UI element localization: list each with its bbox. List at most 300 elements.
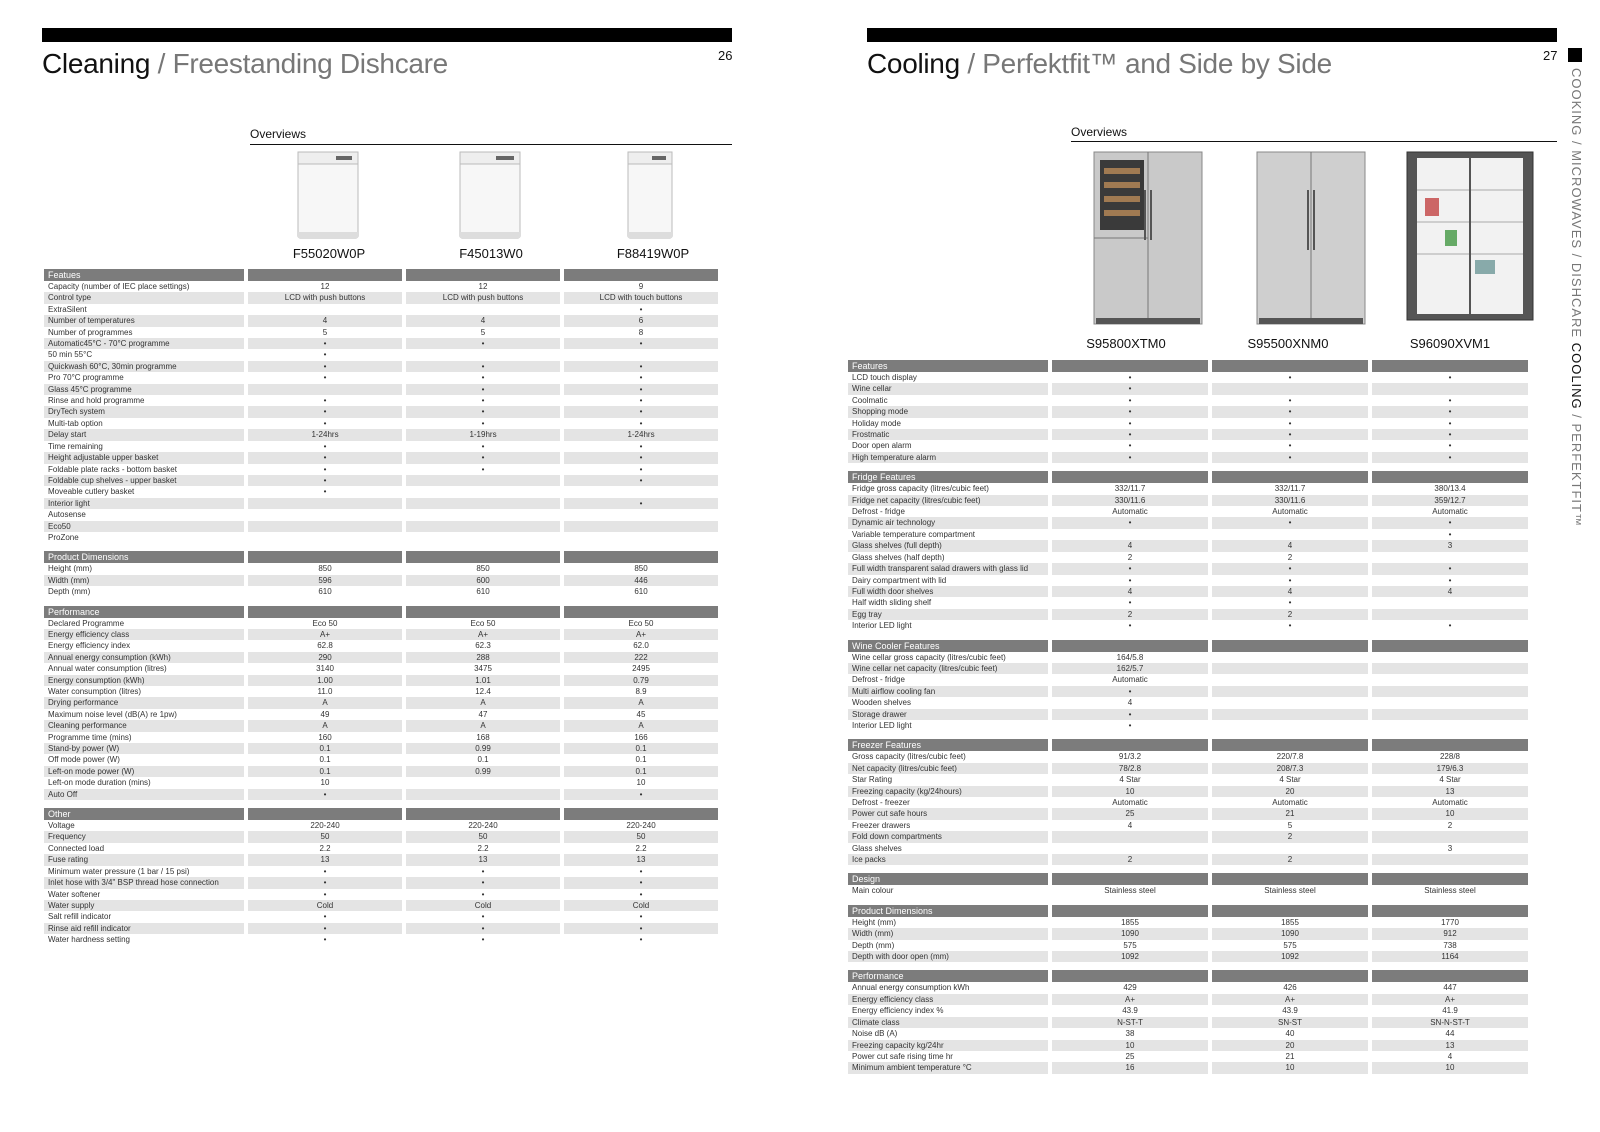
spec-value: 738 [1443, 940, 1457, 950]
spec-value: • [406, 384, 560, 395]
spec-value: 447 [1443, 983, 1457, 993]
spec-row [848, 372, 1528, 383]
spec-value [1372, 697, 1528, 708]
section-header-cell [1212, 739, 1368, 751]
spec-value: 10 [636, 778, 646, 788]
spec-value: • [248, 877, 402, 888]
spec-value: 10 [1052, 1040, 1208, 1051]
section-title: Product Dimensions [44, 551, 244, 563]
spec-value: A+ [248, 629, 402, 640]
spec-value: 13 [406, 854, 560, 865]
spec-value: A+ [1052, 994, 1208, 1005]
spec-value: 41.9 [1442, 1006, 1458, 1016]
spec-value: • [1372, 563, 1528, 574]
spec-value [248, 304, 402, 315]
spec-label: Automatic45°C - 70°C programme [44, 338, 244, 349]
spec-value: 4 [406, 315, 560, 326]
spec-label: Glass shelves (full depth) [848, 540, 1048, 551]
spec-label: Salt refill indicator [48, 912, 112, 922]
spec-label: Left-on mode duration (mins) [48, 778, 151, 788]
section-header-cell [1372, 360, 1528, 372]
spec-label: Autosense [48, 510, 86, 520]
spec-row [44, 777, 718, 788]
spec-value: 20 [1212, 786, 1368, 797]
spec-label: Voltage [48, 821, 75, 831]
spec-row [44, 315, 718, 326]
spec-value: 610 [634, 587, 648, 597]
gap-cell [848, 897, 1528, 905]
spec-label: Annual energy consumption (kWh) [44, 652, 244, 663]
section-header-cell [248, 551, 402, 563]
section-header-cell [1212, 360, 1368, 372]
spec-row [44, 521, 718, 532]
fridge-s95500xnm0-image [1255, 150, 1367, 330]
spec-value: 179/6.3 [1372, 763, 1528, 774]
spec-label: Defrost - freezer [852, 798, 910, 807]
spec-value: • [248, 361, 402, 372]
spec-row [848, 586, 1528, 597]
spec-value: 21 [1212, 808, 1368, 819]
spec-row [44, 754, 718, 765]
spec-row [44, 498, 718, 509]
spec-value: 62.8 [317, 641, 333, 651]
spec-value: • [1212, 429, 1368, 440]
spec-row [44, 789, 718, 800]
spec-label: Maximum noise level (dB(A) re 1pw) [48, 709, 177, 719]
spec-row [848, 1062, 1528, 1073]
spec-label: Holiday mode [852, 418, 901, 428]
spec-value: A+ [1372, 994, 1528, 1005]
spec-row [848, 928, 1528, 939]
spec-value: 1770 [1441, 917, 1459, 927]
section-header-cell [564, 606, 718, 618]
spec-row [848, 506, 1528, 517]
spec-value: 4 [1212, 586, 1368, 597]
spec-label: Capacity (number of IEC place settings) [48, 282, 190, 291]
spec-value: 62.0 [633, 641, 649, 651]
spec-row [848, 406, 1528, 417]
spec-value: 43.9 [1282, 1006, 1298, 1016]
spec-row [44, 820, 718, 831]
spec-value: Stainless steel [1424, 886, 1476, 896]
spec-value: N-ST-T [1052, 1017, 1208, 1028]
spec-value [406, 349, 560, 360]
model-name: F55020W0P [292, 246, 366, 261]
section-title: Fridge Features [848, 471, 1048, 483]
spec-value [248, 498, 402, 509]
gap-cell [848, 632, 1528, 640]
spec-value: 47 [478, 709, 488, 719]
side-tab-current: COOLING [1569, 342, 1584, 410]
spec-value: 25 [1125, 1051, 1135, 1061]
spec-value [406, 498, 560, 509]
section-header-cell [1212, 471, 1368, 483]
section-gap [848, 632, 1528, 640]
overviews-heading: Overviews [250, 127, 307, 141]
spec-label: Interior LED light [852, 621, 912, 631]
spec-value: • [1288, 575, 1292, 585]
spec-value: • [323, 464, 327, 474]
spec-row [44, 361, 718, 372]
spec-label: Water consumption (litres) [48, 687, 142, 696]
spec-value [1372, 720, 1528, 731]
section-gap [44, 543, 718, 551]
spec-value: 0.1 [635, 755, 647, 765]
spec-row [848, 552, 1528, 563]
section-header-cell [406, 551, 560, 563]
spec-value: 0.99 [406, 766, 560, 777]
spec-value: 575 [1123, 940, 1137, 950]
spec-label: 50 min 55°C [48, 350, 93, 360]
spec-row [44, 563, 718, 574]
title-sub: / Freestanding Dishcare [150, 48, 448, 79]
spec-value: • [1128, 441, 1132, 451]
spec-row [848, 452, 1528, 463]
spec-value [1212, 843, 1368, 854]
gap-cell [44, 598, 718, 606]
spec-row [44, 732, 718, 743]
spec-value: 0.1 [477, 755, 489, 765]
spec-value: • [1052, 406, 1208, 417]
section-header [44, 606, 718, 618]
spec-row [44, 675, 718, 686]
spec-row [44, 843, 718, 854]
spec-row [44, 629, 718, 640]
spec-label: Energy efficiency index % [852, 1006, 944, 1016]
spec-label: Height (mm) [48, 564, 93, 574]
spec-row [848, 820, 1528, 831]
spec-value: • [323, 350, 327, 360]
spec-label: Stand-by power (W) [44, 743, 244, 754]
section-header-cell [1052, 739, 1208, 751]
spec-value: • [481, 396, 485, 406]
spec-value: 575 [1283, 940, 1297, 950]
spec-value: 13 [1372, 786, 1528, 797]
spec-row [848, 686, 1528, 697]
spec-label: Delay start [44, 429, 244, 440]
spec-value: 43.9 [1122, 1006, 1138, 1016]
spec-value: • [1128, 373, 1132, 382]
spec-label: Energy efficiency class [44, 629, 244, 640]
title-main: Cleaning [42, 48, 151, 79]
spec-label: Water softener [48, 889, 101, 899]
spec-row [848, 786, 1528, 797]
spec-value [1372, 552, 1528, 563]
spec-value: • [1052, 429, 1208, 440]
section-header-cell [1372, 905, 1528, 917]
spec-value: • [1448, 395, 1452, 405]
spec-value: • [564, 877, 718, 888]
spec-value: • [1052, 452, 1208, 463]
spec-value [1372, 854, 1528, 865]
spec-value: 610 [476, 587, 490, 597]
gap-cell [44, 543, 718, 551]
spec-value: 0.1 [564, 743, 718, 754]
section-header [848, 905, 1528, 917]
spec-value: 429 [1123, 983, 1137, 993]
spec-value: 3 [1447, 843, 1453, 853]
spec-value: A+ [406, 629, 560, 640]
spec-value: 2 [1212, 831, 1368, 842]
spec-value: 10 [1212, 1062, 1368, 1073]
spec-value: • [1052, 383, 1208, 394]
spec-value: • [564, 498, 718, 509]
spec-value: Cold [564, 900, 718, 911]
spec-value: • [1372, 517, 1528, 528]
spec-row [44, 877, 718, 888]
spec-value: A [406, 697, 560, 708]
spec-value: 4 [1372, 586, 1528, 597]
spec-value: • [564, 452, 718, 463]
spec-value: 162/5.7 [1052, 663, 1208, 674]
spec-value: 12 [320, 282, 330, 291]
spec-row [848, 774, 1528, 785]
spec-value: 5 [480, 327, 486, 337]
spec-value: • [1448, 418, 1452, 428]
spec-value: • [406, 877, 560, 888]
spec-label: Width (mm) [44, 575, 244, 586]
spec-row [44, 464, 718, 475]
spec-value: 164/5.8 [1116, 652, 1144, 662]
spec-value: • [248, 789, 402, 800]
spec-row [44, 934, 718, 945]
spec-row [44, 441, 718, 452]
spec-value: Automatic [1432, 798, 1468, 807]
spec-value: Stainless steel [1264, 886, 1316, 896]
spec-value: • [248, 338, 402, 349]
spec-label: Power cut safe hours [848, 808, 1048, 819]
section-title: Design [848, 873, 1048, 885]
section-header [848, 739, 1528, 751]
spec-row [848, 575, 1528, 586]
spec-value: 1.01 [406, 675, 560, 686]
spec-row [848, 797, 1528, 808]
spec-label: Star Rating [852, 775, 893, 785]
spec-value: • [564, 361, 718, 372]
spec-row [44, 575, 718, 586]
section-header-cell [564, 808, 718, 820]
section-header-cell [1372, 471, 1528, 483]
section-header-cell [1212, 970, 1368, 982]
spec-value: 21 [1285, 1051, 1295, 1061]
spec-value: 10 [1052, 786, 1208, 797]
spec-value: 4 Star [1119, 775, 1141, 785]
fridge-spec-table [844, 360, 1532, 1074]
spec-value: Automatic [1272, 507, 1308, 517]
spec-label: Declared Programme [48, 618, 125, 628]
spec-row [44, 486, 718, 497]
spec-value [1052, 529, 1208, 540]
spec-value: • [1288, 441, 1292, 451]
spec-value: • [323, 487, 327, 497]
spec-value: • [564, 406, 718, 417]
spec-value: • [564, 789, 718, 800]
spec-value: 12.4 [475, 687, 491, 696]
side-tab-tail: / PERFEKTFIT™ [1569, 409, 1584, 527]
spec-row [44, 304, 718, 315]
spec-value [1212, 697, 1368, 708]
spec-label: Foldable plate racks - bottom basket [48, 464, 177, 474]
spec-label: High temperature alarm [848, 452, 1048, 463]
spec-label: Time remaining [48, 441, 103, 451]
spec-label: Glass shelves (half depth) [852, 552, 945, 562]
spec-value [406, 475, 560, 486]
spec-value: A+ [1212, 994, 1368, 1005]
spec-value [1212, 383, 1368, 394]
spec-value: • [406, 361, 560, 372]
spec-row [848, 563, 1528, 574]
page-number: 27 [1543, 48, 1558, 63]
spec-value: • [248, 452, 402, 463]
page-number: 26 [718, 48, 733, 63]
spec-label: Energy consumption (kWh) [44, 675, 244, 686]
spec-label: Number of programmes [48, 327, 133, 337]
spec-row [44, 429, 718, 440]
spec-value: 1-24hrs [564, 429, 718, 440]
spec-label: Inlet hose with 3/4" BSP thread hose connection [44, 877, 244, 888]
spec-value: 208/7.3 [1212, 763, 1368, 774]
spec-value: 16 [1052, 1062, 1208, 1073]
spec-value: • [1052, 709, 1208, 720]
spec-label: Moveable cutlery basket [48, 487, 135, 497]
spec-value [1372, 709, 1528, 720]
spec-value [406, 486, 560, 497]
dishwasher-f45013w0-image [458, 150, 524, 242]
spec-value: 10 [1372, 808, 1528, 819]
spec-value: • [564, 923, 718, 934]
section-title: Performance [848, 970, 1048, 982]
spec-value: 0.1 [248, 766, 402, 777]
spec-value [1212, 720, 1368, 731]
overviews-rule [250, 144, 732, 145]
section-title: Other [44, 808, 244, 820]
spec-row [44, 418, 718, 429]
spec-value: • [1052, 686, 1208, 697]
spec-value: • [323, 912, 327, 922]
spec-row [848, 540, 1528, 551]
spec-label: Depth (mm) [48, 587, 91, 597]
spec-row [848, 831, 1528, 842]
spec-row [848, 517, 1528, 528]
spec-label: Full width transparent salad drawers with glass lid [848, 563, 1048, 574]
spec-row [848, 843, 1528, 854]
spec-value: • [481, 935, 485, 945]
spec-value [1372, 686, 1528, 697]
spec-value: 330/11.6 [1052, 495, 1208, 506]
spec-label: Pro 70°C programme [48, 373, 124, 383]
spec-label: Shopping mode [848, 406, 1048, 417]
spec-row [44, 766, 718, 777]
spec-value [1212, 652, 1368, 663]
side-tab-marker [1568, 48, 1582, 62]
spec-value: 359/12.7 [1372, 495, 1528, 506]
spec-row [44, 586, 718, 597]
spec-value: • [1448, 621, 1452, 631]
section-title: Performance [44, 606, 244, 618]
spec-row [848, 418, 1528, 429]
spec-value: 220/7.8 [1276, 752, 1304, 762]
spec-row [44, 743, 718, 754]
spec-value: 222 [564, 652, 718, 663]
gap-cell [44, 800, 718, 808]
spec-row [848, 982, 1528, 993]
spec-label: Depth with door open (mm) [848, 951, 1048, 962]
spec-value: 2495 [632, 664, 650, 674]
spec-value: • [1288, 373, 1292, 382]
fridge-s95800xtm0-image [1092, 150, 1204, 330]
spec-value [406, 789, 560, 800]
spec-value: 4 [1127, 820, 1133, 830]
spec-label: Auto Off [44, 789, 244, 800]
spec-value: LCD with touch buttons [564, 292, 718, 303]
spec-value: 2 [1212, 609, 1368, 620]
spec-value [564, 349, 718, 360]
spec-value: • [639, 912, 643, 922]
spec-value: 13 [564, 854, 718, 865]
spec-value: 2.2 [319, 843, 331, 853]
spec-value: Cold [248, 900, 402, 911]
spec-label: Energy efficiency index [48, 641, 131, 651]
spec-value: 1.00 [248, 675, 402, 686]
spec-value: 62.3 [475, 641, 491, 651]
gap-cell [848, 962, 1528, 970]
section-header-cell [1052, 873, 1208, 885]
spec-value [248, 521, 402, 532]
spec-value: 49 [320, 709, 330, 719]
dishwasher-f88419w0p-image [626, 150, 676, 242]
spec-value: 168 [476, 732, 490, 742]
spec-label: Connected load [48, 843, 105, 853]
spec-value: 446 [564, 575, 718, 586]
spec-value: 2.2 [635, 843, 647, 853]
spec-value: A [406, 720, 560, 731]
spec-value: 78/2.8 [1052, 763, 1208, 774]
spec-row [44, 406, 718, 417]
spec-value: 0.79 [564, 675, 718, 686]
spec-label: Depth (mm) [852, 940, 895, 950]
spec-row [848, 751, 1528, 762]
spec-value: LCD with push buttons [248, 292, 402, 303]
spec-value: 2 [1212, 854, 1368, 865]
spec-value [1372, 663, 1528, 674]
spec-label: Drying performance [44, 697, 244, 708]
overviews-rule [1071, 141, 1557, 142]
spec-value [1212, 709, 1368, 720]
spec-label: Freezer drawers [852, 820, 911, 830]
spec-value: 220-240 [468, 821, 498, 831]
spec-value: 4 [1212, 540, 1368, 551]
spec-value [1212, 663, 1368, 674]
spec-value: 44 [1445, 1029, 1455, 1039]
spec-value: 4 [1052, 586, 1208, 597]
spec-value: A [248, 697, 402, 708]
section-title: Product Dimensions [848, 905, 1048, 917]
spec-value: 10 [320, 778, 330, 788]
gap-cell [848, 463, 1528, 471]
spec-value: 380/13.4 [1434, 484, 1466, 494]
spec-value: 0.99 [406, 743, 560, 754]
spec-row [44, 452, 718, 463]
spec-label: Rinse aid refill indicator [44, 923, 244, 934]
spec-label: Glass 45°C programme [44, 384, 244, 395]
spec-row [44, 652, 718, 663]
spec-value: 1164 [1372, 951, 1528, 962]
spec-value: • [1128, 418, 1132, 428]
spec-value: • [639, 935, 643, 945]
spec-label: Full width door shelves [848, 586, 1048, 597]
spec-value: 2 [1052, 854, 1208, 865]
spec-value: Automatic [1432, 507, 1468, 517]
